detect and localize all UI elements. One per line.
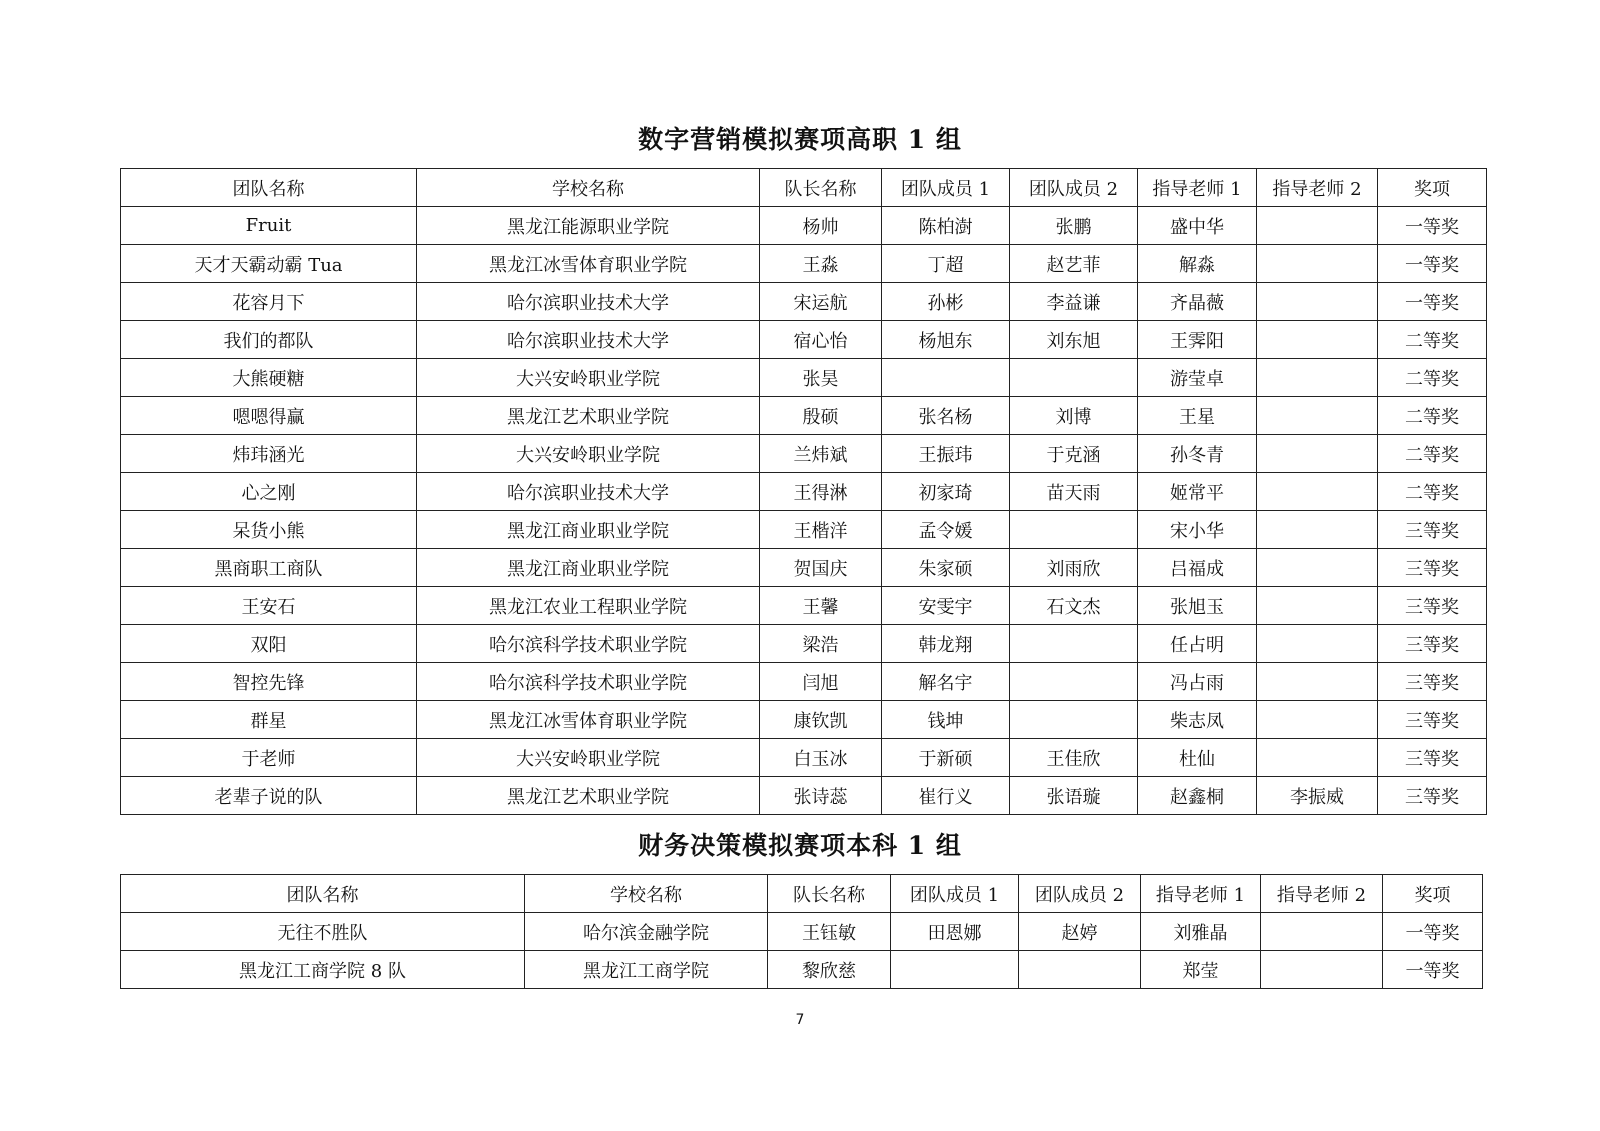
advisor-2-cell	[1257, 625, 1378, 663]
award-cell: 二等奖	[1378, 435, 1487, 473]
member-2-cell: 赵婷	[1019, 913, 1141, 951]
header-team-name: 团队名称	[121, 875, 525, 913]
advisor-2-cell	[1257, 435, 1378, 473]
advisor-2-cell	[1257, 397, 1378, 435]
captain-name-cell: 王得淋	[760, 473, 882, 511]
captain-name-cell: 王淼	[760, 245, 882, 283]
captain-name-cell: 宋运航	[760, 283, 882, 321]
table-row	[121, 207, 1487, 245]
table-row	[121, 435, 1487, 473]
advisor-1-cell: 赵鑫桐	[1138, 777, 1257, 815]
header-member-2: 团队成员 2	[1019, 875, 1141, 913]
member-1-cell: 安雯宇	[882, 587, 1010, 625]
table-row	[121, 283, 1487, 321]
member-1-cell: 于新硕	[882, 739, 1010, 777]
captain-name-cell: 张诗蕊	[760, 777, 882, 815]
header-advisor-1: 指导老师 1	[1138, 169, 1257, 207]
captain-name-cell: 梁浩	[760, 625, 882, 663]
member-1-cell: 孙彬	[882, 283, 1010, 321]
team-name-cell: 老辈子说的队	[121, 777, 417, 815]
advisor-2-cell	[1257, 321, 1378, 359]
member-2-cell: 张鹏	[1010, 207, 1138, 245]
award-cell: 一等奖	[1378, 207, 1487, 245]
advisor-2-cell	[1261, 913, 1383, 951]
member-2-cell: 石文杰	[1010, 587, 1138, 625]
member-1-cell: 朱家硕	[882, 549, 1010, 587]
advisor-2-cell	[1261, 951, 1383, 989]
table-header-row	[121, 875, 1483, 913]
captain-name-cell: 张昊	[760, 359, 882, 397]
school-name-cell: 黑龙江艺术职业学院	[417, 397, 760, 435]
team-name-cell: 心之刚	[121, 473, 417, 511]
advisor-2-cell	[1257, 663, 1378, 701]
advisor-1-cell: 孙冬青	[1138, 435, 1257, 473]
advisor-1-cell: 齐晶薇	[1138, 283, 1257, 321]
table-row	[121, 663, 1487, 701]
member-1-cell: 杨旭东	[882, 321, 1010, 359]
member-2-cell	[1019, 951, 1141, 989]
table-row	[121, 625, 1487, 663]
advisor-1-cell: 吕福成	[1138, 549, 1257, 587]
header-advisor-2: 指导老师 2	[1261, 875, 1383, 913]
school-name-cell: 黑龙江能源职业学院	[417, 207, 760, 245]
advisor-2-cell	[1257, 701, 1378, 739]
header-school-name: 学校名称	[417, 169, 760, 207]
school-name-cell: 哈尔滨金融学院	[525, 913, 768, 951]
advisor-1-cell: 冯占雨	[1138, 663, 1257, 701]
advisor-1-cell: 解淼	[1138, 245, 1257, 283]
advisor-2-cell	[1257, 283, 1378, 321]
captain-name-cell: 兰炜斌	[760, 435, 882, 473]
advisor-2-cell	[1257, 587, 1378, 625]
captain-name-cell: 黎欣慈	[768, 951, 891, 989]
member-1-cell: 崔行义	[882, 777, 1010, 815]
table-row	[121, 473, 1487, 511]
advisor-1-cell: 郑莹	[1141, 951, 1261, 989]
award-table-digital-marketing	[120, 168, 1487, 815]
award-cell: 三等奖	[1378, 701, 1487, 739]
captain-name-cell: 王钰敏	[768, 913, 891, 951]
award-cell: 一等奖	[1383, 913, 1483, 951]
school-name-cell: 哈尔滨职业技术大学	[417, 473, 760, 511]
school-name-cell: 黑龙江冰雪体育职业学院	[417, 245, 760, 283]
member-1-cell: 解名宇	[882, 663, 1010, 701]
member-2-cell: 刘东旭	[1010, 321, 1138, 359]
section-title-digital-marketing: 数字营销模拟赛项高职 1 组	[638, 125, 962, 154]
award-cell: 三等奖	[1378, 587, 1487, 625]
member-2-cell	[1010, 511, 1138, 549]
table-row	[121, 397, 1487, 435]
advisor-1-cell: 王霁阳	[1138, 321, 1257, 359]
member-2-cell	[1010, 663, 1138, 701]
table-row	[121, 739, 1487, 777]
header-member-1: 团队成员 1	[891, 875, 1019, 913]
member-2-cell: 王佳欣	[1010, 739, 1138, 777]
table-body	[121, 913, 1483, 989]
member-1-cell: 田恩娜	[891, 913, 1019, 951]
table-row	[121, 549, 1487, 587]
table-row	[121, 951, 1483, 989]
award-cell: 三等奖	[1378, 739, 1487, 777]
table-row	[121, 511, 1487, 549]
header-member-1: 团队成员 1	[882, 169, 1010, 207]
award-cell: 一等奖	[1383, 951, 1483, 989]
captain-name-cell: 宿心怡	[760, 321, 882, 359]
award-cell: 一等奖	[1378, 283, 1487, 321]
table-body	[121, 207, 1487, 815]
advisor-2-cell	[1257, 473, 1378, 511]
team-name-cell: 天才天霸动霸 Tua	[121, 245, 417, 283]
school-name-cell: 哈尔滨科学技术职业学院	[417, 663, 760, 701]
member-1-cell	[882, 359, 1010, 397]
captain-name-cell: 王馨	[760, 587, 882, 625]
captain-name-cell: 康钦凯	[760, 701, 882, 739]
team-name-cell: 双阳	[121, 625, 417, 663]
member-2-cell: 于克涵	[1010, 435, 1138, 473]
member-2-cell: 刘博	[1010, 397, 1138, 435]
captain-name-cell: 白玉冰	[760, 739, 882, 777]
team-name-cell: 群星	[121, 701, 417, 739]
table-row	[121, 359, 1487, 397]
school-name-cell: 哈尔滨职业技术大学	[417, 283, 760, 321]
team-name-cell: 大熊硬糖	[121, 359, 417, 397]
advisor-1-cell: 姬常平	[1138, 473, 1257, 511]
team-name-cell: Fruit	[121, 207, 417, 245]
page-number: 7	[795, 1012, 805, 1028]
header-captain-name: 队长名称	[768, 875, 891, 913]
member-2-cell	[1010, 625, 1138, 663]
member-1-cell: 丁超	[882, 245, 1010, 283]
member-1-cell: 孟令媛	[882, 511, 1010, 549]
captain-name-cell: 杨帅	[760, 207, 882, 245]
captain-name-cell: 闫旭	[760, 663, 882, 701]
header-captain-name: 队长名称	[760, 169, 882, 207]
header-award: 奖项	[1378, 169, 1487, 207]
member-1-cell: 王振玮	[882, 435, 1010, 473]
table-row	[121, 587, 1487, 625]
team-name-cell: 黑龙江工商学院 8 队	[121, 951, 525, 989]
captain-name-cell: 贺国庆	[760, 549, 882, 587]
school-name-cell: 大兴安岭职业学院	[417, 739, 760, 777]
advisor-2-cell	[1257, 511, 1378, 549]
header-team-name: 团队名称	[121, 169, 417, 207]
captain-name-cell: 王楷洋	[760, 511, 882, 549]
school-name-cell: 哈尔滨职业技术大学	[417, 321, 760, 359]
member-2-cell: 李益谦	[1010, 283, 1138, 321]
team-name-cell: 智控先锋	[121, 663, 417, 701]
school-name-cell: 黑龙江冰雪体育职业学院	[417, 701, 760, 739]
advisor-2-cell	[1257, 245, 1378, 283]
advisor-1-cell: 盛中华	[1138, 207, 1257, 245]
advisor-2-cell	[1257, 739, 1378, 777]
header-award: 奖项	[1383, 875, 1483, 913]
table-row	[121, 777, 1487, 815]
award-cell: 三等奖	[1378, 777, 1487, 815]
team-name-cell: 黑商职工商队	[121, 549, 417, 587]
header-advisor-1: 指导老师 1	[1141, 875, 1261, 913]
advisor-1-cell: 任占明	[1138, 625, 1257, 663]
school-name-cell: 黑龙江商业职业学院	[417, 511, 760, 549]
member-1-cell: 钱坤	[882, 701, 1010, 739]
award-cell: 二等奖	[1378, 473, 1487, 511]
team-name-cell: 呆货小熊	[121, 511, 417, 549]
team-name-cell: 无往不胜队	[121, 913, 525, 951]
advisor-1-cell: 柴志凤	[1138, 701, 1257, 739]
member-2-cell: 刘雨欣	[1010, 549, 1138, 587]
header-member-2: 团队成员 2	[1010, 169, 1138, 207]
award-cell: 二等奖	[1378, 397, 1487, 435]
school-name-cell: 黑龙江工商学院	[525, 951, 768, 989]
team-name-cell: 我们的都队	[121, 321, 417, 359]
team-name-cell: 嗯嗯得赢	[121, 397, 417, 435]
advisor-2-cell	[1257, 359, 1378, 397]
advisor-1-cell: 宋小华	[1138, 511, 1257, 549]
award-cell: 三等奖	[1378, 549, 1487, 587]
award-cell: 三等奖	[1378, 625, 1487, 663]
award-cell: 三等奖	[1378, 663, 1487, 701]
table-row	[121, 913, 1483, 951]
award-cell: 三等奖	[1378, 511, 1487, 549]
school-name-cell: 黑龙江商业职业学院	[417, 549, 760, 587]
section-title-financial-decision: 财务决策模拟赛项本科 1 组	[638, 831, 962, 860]
award-cell: 二等奖	[1378, 359, 1487, 397]
award-table-financial-decision	[120, 874, 1483, 989]
header-advisor-2: 指导老师 2	[1257, 169, 1378, 207]
member-1-cell: 初家琦	[882, 473, 1010, 511]
award-cell: 一等奖	[1378, 245, 1487, 283]
advisor-2-cell	[1257, 549, 1378, 587]
member-1-cell: 陈柏澍	[882, 207, 1010, 245]
school-name-cell: 大兴安岭职业学院	[417, 359, 760, 397]
team-name-cell: 于老师	[121, 739, 417, 777]
member-1-cell: 张名杨	[882, 397, 1010, 435]
captain-name-cell: 殷硕	[760, 397, 882, 435]
member-2-cell: 张语璇	[1010, 777, 1138, 815]
team-name-cell: 花容月下	[121, 283, 417, 321]
member-1-cell	[891, 951, 1019, 989]
header-school-name: 学校名称	[525, 875, 768, 913]
school-name-cell: 黑龙江艺术职业学院	[417, 777, 760, 815]
advisor-2-cell	[1257, 207, 1378, 245]
advisor-1-cell: 游莹卓	[1138, 359, 1257, 397]
advisor-1-cell: 王星	[1138, 397, 1257, 435]
table-row	[121, 321, 1487, 359]
member-1-cell: 韩龙翔	[882, 625, 1010, 663]
advisor-1-cell: 张旭玉	[1138, 587, 1257, 625]
table-row	[121, 701, 1487, 739]
award-cell: 二等奖	[1378, 321, 1487, 359]
member-2-cell: 赵艺菲	[1010, 245, 1138, 283]
school-name-cell: 大兴安岭职业学院	[417, 435, 760, 473]
school-name-cell: 黑龙江农业工程职业学院	[417, 587, 760, 625]
table-row	[121, 245, 1487, 283]
advisor-1-cell: 刘雅晶	[1141, 913, 1261, 951]
member-2-cell	[1010, 359, 1138, 397]
team-name-cell: 炜玮涵光	[121, 435, 417, 473]
team-name-cell: 王安石	[121, 587, 417, 625]
member-2-cell	[1010, 701, 1138, 739]
school-name-cell: 哈尔滨科学技术职业学院	[417, 625, 760, 663]
table-header-row	[121, 169, 1487, 207]
member-2-cell: 苗天雨	[1010, 473, 1138, 511]
advisor-1-cell: 杜仙	[1138, 739, 1257, 777]
advisor-2-cell: 李振威	[1257, 777, 1378, 815]
